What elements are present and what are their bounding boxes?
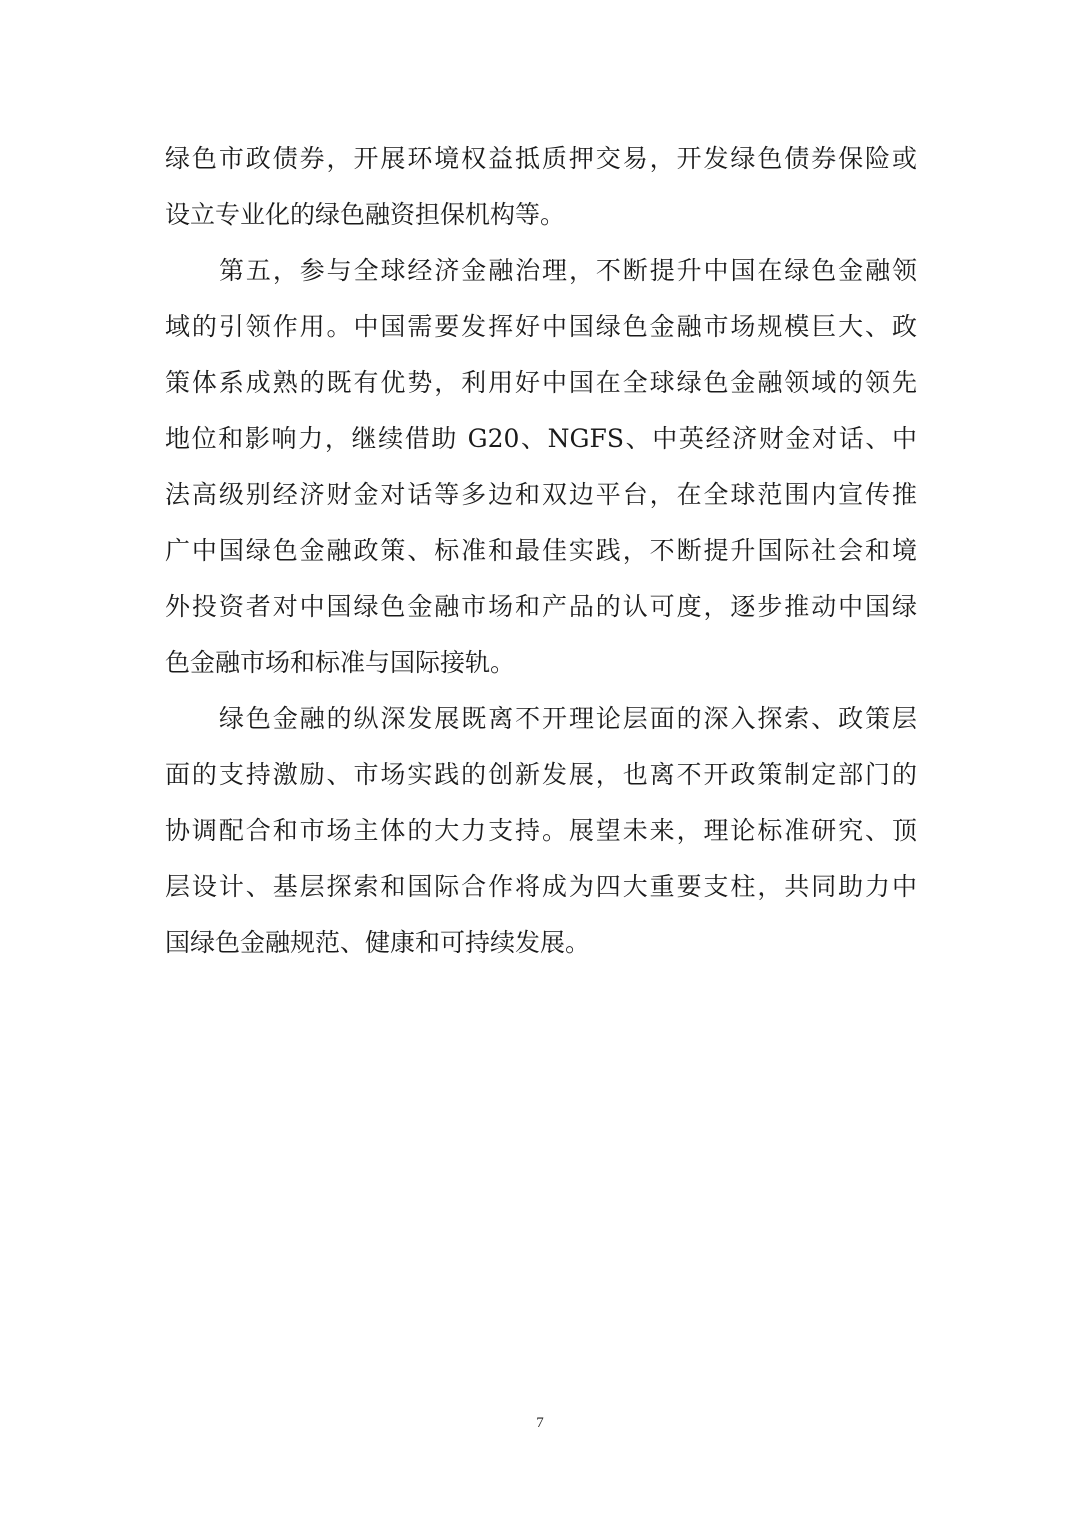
text-line: 色金融市场和标准与国际接轨。 (165, 648, 516, 677)
text-line: 法高级别经济财金对话等多边和双边平台，在全球范围内宣传推 (165, 480, 917, 509)
text-line: 外投资者对中国绿色金融市场和产品的认可度，逐步推动中国绿 (165, 592, 917, 621)
text-line: 广中国绿色金融政策、标准和最佳实践，不断提升国际社会和境 (165, 536, 917, 565)
text-line: 层设计、基层探索和国际合作将成为四大重要支柱，共同助力中 (165, 872, 917, 901)
body-text (165, 131, 917, 971)
paragraph-first-line: 第五，参与全球经济金融治理，不断提升中国在绿色金融领 (219, 256, 917, 285)
text-line: 协调配合和市场主体的大力支持。展望未来，理论标准研究、顶 (165, 816, 917, 845)
text-line: 面的支持激励、市场实践的创新发展，也离不开政策制定部门的 (165, 760, 917, 789)
paragraph-first-line: 绿色金融的纵深发展既离不开理论层面的深入探索、政策层 (219, 704, 917, 733)
text-line: 国绿色金融规范、健康和可持续发展。 (165, 928, 591, 957)
text-line: 绿色市政债券，开展环境权益抵质押交易，开发绿色债券保险或 (165, 144, 917, 173)
page-number: 7 (536, 1415, 544, 1431)
text-line: 地位和影响力，继续借助 G20、NGFS、中英经济财金对话、中 (165, 424, 917, 453)
text-line: 设立专业化的绿色融资担保机构等。 (165, 200, 566, 229)
text-line: 域的引领作用。中国需要发挥好中国绿色金融市场规模巨大、政 (165, 312, 917, 341)
text-line: 策体系成熟的既有优势，利用好中国在全球绿色金融领域的领先 (165, 368, 917, 397)
